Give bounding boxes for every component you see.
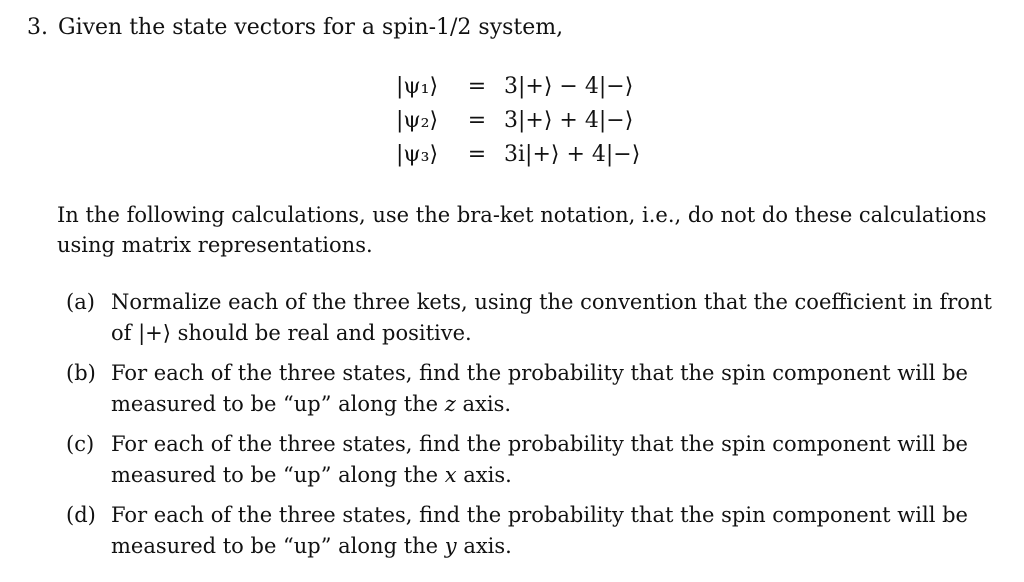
part-c <box>57 429 992 491</box>
equation-lhs: |ψ₁⟩ <box>396 74 439 99</box>
equals-sign: = <box>467 74 487 99</box>
part-label: (a) <box>66 290 95 314</box>
equals-sign: = <box>467 108 487 133</box>
part-label: (b) <box>66 361 96 385</box>
problem-heading-text: Given the state vectors for a spin-1/2 system, <box>58 15 564 40</box>
part-text: Normalize each of the three kets, using the convention that the coefficient in front of |+⟩ should be real and positive. <box>111 290 992 345</box>
part-text: For each of the three states, find the probability that the spin component will be measured to be “up” along the <box>111 503 968 558</box>
equation-lhs: |ψ₂⟩ <box>396 108 439 133</box>
part-text: For each of the three states, find the probability that the spin component will be measured to be “up” along the <box>111 432 968 487</box>
axis-variable: y <box>444 534 457 558</box>
part-b <box>57 358 992 420</box>
part-text-end: axis. <box>456 463 512 487</box>
problem-parts-list <box>57 287 992 562</box>
instructions-paragraph: In the following calculations, use the bra-ket notation, i.e., do not do these calculations using matrix representations. <box>57 203 987 257</box>
equals-sign: = <box>467 142 487 167</box>
problem-heading <box>27 14 563 42</box>
part-text: For each of the three states, find the probability that the spin component will be measured to be “up” along the <box>111 361 968 416</box>
part-label: (d) <box>66 503 96 527</box>
equation-rhs: 3|+⟩ − 4|−⟩ <box>504 74 634 99</box>
problem-number: 3. <box>27 15 48 40</box>
part-label: (c) <box>66 432 95 456</box>
axis-variable: z <box>444 392 456 416</box>
equation-lhs: |ψ₃⟩ <box>396 142 439 167</box>
equation-rhs: 3|+⟩ + 4|−⟩ <box>504 108 634 133</box>
axis-variable: x <box>444 463 457 487</box>
part-d <box>57 500 992 562</box>
part-a <box>57 287 992 349</box>
equation-rhs: 3i|+⟩ + 4|−⟩ <box>504 142 641 167</box>
part-text-end: axis. <box>456 534 512 558</box>
part-text-end: axis. <box>455 392 512 416</box>
